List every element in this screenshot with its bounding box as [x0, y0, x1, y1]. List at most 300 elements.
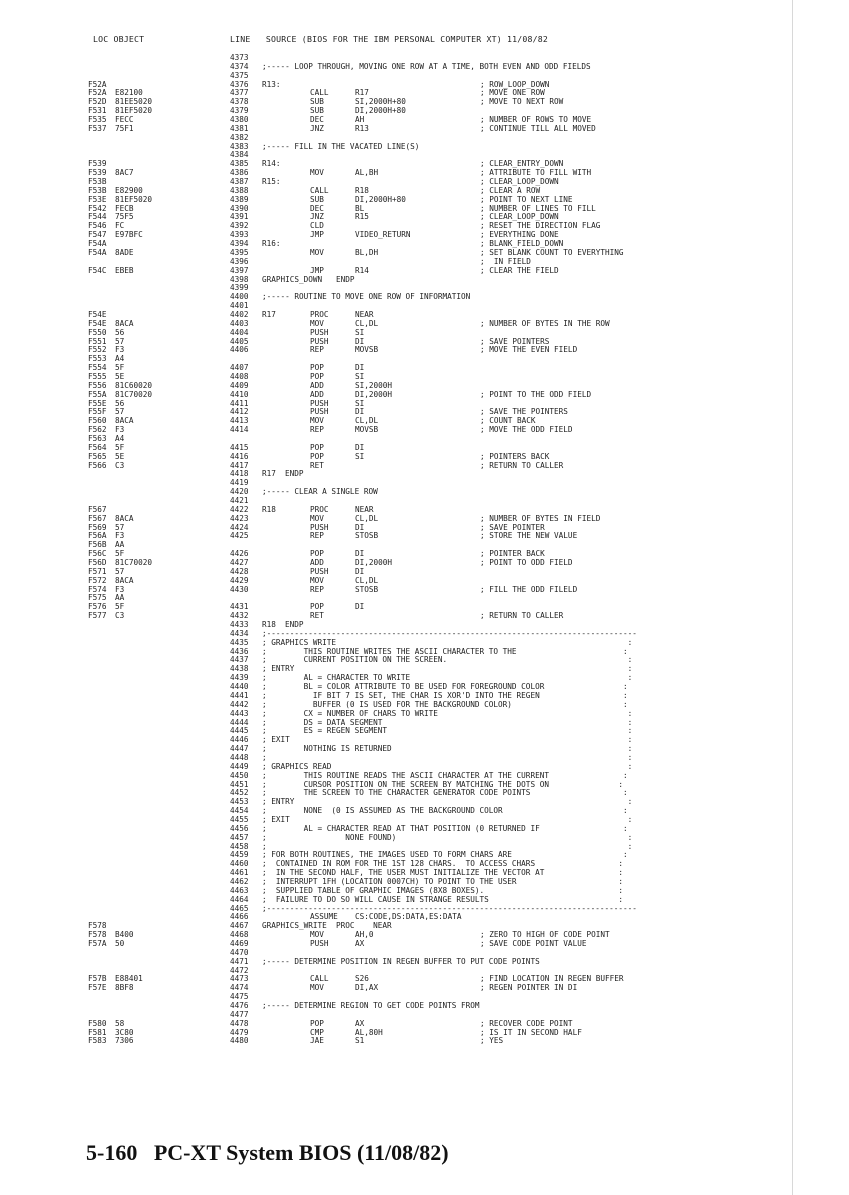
source-text: ; BUFFER (0 IS USED FOR THE BACKGROUND COLOR) :	[262, 699, 628, 709]
source-text: ; NOTHING IS RETURNED :	[262, 744, 633, 754]
listing-line	[0, 71, 849, 80]
opcode: PUSH	[310, 407, 329, 417]
operand: MOVSB	[355, 345, 379, 355]
line-number: 4398	[230, 274, 249, 284]
comment: ; RECOVER CODE POINT	[480, 1018, 573, 1028]
loc-address: F571	[88, 566, 107, 576]
listing-line	[0, 753, 849, 762]
line-number: 4452	[230, 788, 249, 798]
object-code: 57	[115, 566, 125, 576]
line-number: 4472	[230, 965, 249, 975]
listing-line	[0, 177, 849, 186]
line-number: 4381	[230, 123, 249, 133]
listing-line	[0, 540, 849, 549]
comment: ; RETURN TO CALLER	[480, 611, 564, 621]
loc-address: F55F	[88, 407, 107, 417]
line-number: 4376	[230, 79, 249, 89]
object-code: 75F1	[115, 123, 134, 133]
listing-line	[0, 921, 849, 930]
listing-line	[0, 275, 849, 284]
loc-address: F544	[88, 212, 107, 222]
listing-line	[0, 558, 849, 567]
line-number: 4403	[230, 318, 249, 328]
loc-address: F553	[88, 354, 107, 364]
page-footer	[86, 1140, 449, 1166]
source-text: ;----- CLEAR A SINGLE ROW	[262, 487, 378, 497]
line-number: 4392	[230, 221, 249, 231]
comment: ; POINTERS BACK	[480, 451, 550, 461]
listing-line	[0, 1036, 849, 1045]
line-number: 4377	[230, 88, 249, 98]
object-code: 5F	[115, 549, 125, 559]
loc-address: F567	[88, 513, 107, 523]
object-code: 7306	[115, 1036, 134, 1046]
object-code: 81EF5020	[115, 194, 153, 204]
line-number: 4426	[230, 549, 249, 559]
line-number: 4379	[230, 106, 249, 116]
object-code: C3	[115, 460, 125, 470]
operand: NEAR	[355, 309, 374, 319]
line-number: 4463	[230, 885, 249, 895]
listing-line	[0, 682, 849, 691]
listing-line	[0, 195, 849, 204]
comment: ; YES	[480, 1036, 504, 1046]
object-code: 5E	[115, 451, 125, 461]
operand: DI,AX	[355, 983, 379, 993]
listing-line	[0, 106, 849, 115]
listing-line	[0, 168, 849, 177]
opcode: PUSH	[310, 522, 329, 532]
label: R18	[262, 620, 276, 630]
object-code: 81C70020	[115, 558, 153, 568]
source-text: ; GRAPHICS WRITE :	[262, 637, 633, 647]
opcode: POP	[310, 442, 324, 452]
comment: ; NUMBER OF BYTES IN THE ROW	[480, 318, 610, 328]
loc-address: F552	[88, 345, 107, 355]
opcode: MOV	[310, 930, 324, 940]
comment: ; CLEAR_LOOP_DOWN	[480, 212, 559, 222]
operand: R14	[355, 265, 369, 275]
line-number: 4480	[230, 1036, 249, 1046]
source-text: ; FOR BOTH ROUTINES, THE IMAGES USED TO FORM CHARS ARE :	[262, 850, 628, 860]
loc-address: F556	[88, 380, 107, 390]
object-code: A4	[115, 433, 125, 443]
operand: CL,DL	[355, 416, 379, 426]
comment: ; MOVE THE ODD FIELD	[480, 425, 573, 435]
line-number: 4397	[230, 265, 249, 275]
opcode: MOV	[310, 247, 324, 257]
loc-address: F57E	[88, 983, 107, 993]
source-text: ; BL = COLOR ATTRIBUTE TO BE USED FOR FOREGROUND COLOR :	[262, 682, 628, 692]
listing-line	[0, 797, 849, 806]
listing-line	[0, 602, 849, 611]
operand: SI	[355, 371, 365, 381]
listing-line	[0, 691, 849, 700]
operand: CL,DL	[355, 318, 379, 328]
line-number: 4436	[230, 646, 249, 656]
loc-address: F566	[88, 460, 107, 470]
line-number: 4420	[230, 487, 249, 497]
loc-address: F563	[88, 433, 107, 443]
listing-line	[0, 655, 849, 664]
object-code: 8ACA	[115, 416, 134, 426]
operand: S1	[355, 1036, 365, 1046]
operand: NEAR	[355, 504, 374, 514]
listing-line	[0, 53, 849, 62]
line-number: 4434	[230, 628, 249, 638]
line-number: 4444	[230, 717, 249, 727]
listing-line	[0, 416, 849, 425]
listing-line	[0, 815, 849, 824]
comment: ; MOVE THE EVEN FIELD	[480, 345, 578, 355]
listing-line	[0, 469, 849, 478]
opcode: CMP	[310, 1027, 324, 1037]
source-text: ; NONE FOUND) :	[262, 832, 633, 842]
listing-line	[0, 912, 849, 921]
operand: DI	[355, 566, 365, 576]
line-number: 4450	[230, 770, 249, 780]
object-code: A4	[115, 354, 125, 364]
line-number: 4479	[230, 1027, 249, 1037]
listing-line	[0, 593, 849, 602]
opcode: JMP	[310, 265, 324, 275]
source-text: ; THIS ROUTINE WRITES THE ASCII CHARACTER TO THE :	[262, 646, 628, 656]
listing-line	[0, 62, 849, 71]
operand: AL,BH	[355, 168, 379, 178]
endp-directive: ENDP	[285, 469, 304, 479]
listing-line	[0, 735, 849, 744]
loc-address: F577	[88, 611, 107, 621]
opcode: DEC	[310, 115, 324, 125]
comment: ; ZERO TO HIGH OF CODE POINT	[480, 930, 610, 940]
listing-line	[0, 239, 849, 248]
operand: R15	[355, 212, 369, 222]
listing-line	[0, 363, 849, 372]
listing-line	[0, 452, 849, 461]
object-code: 3C80	[115, 1027, 134, 1037]
listing-line	[0, 576, 849, 585]
operand: STOSB	[355, 584, 379, 594]
line-number: 4384	[230, 150, 249, 160]
listing-line	[0, 514, 849, 523]
comment: ; COUNT BACK	[480, 416, 536, 426]
listing-line	[0, 700, 849, 709]
line-number: 4474	[230, 983, 249, 993]
loc-address: F574	[88, 584, 107, 594]
listing-line	[0, 531, 849, 540]
source-text: ; THE SCREEN TO THE CHARACTER GENERATOR CODE POINTS :	[262, 788, 628, 798]
line-number: 4386	[230, 168, 249, 178]
line-number: 4406	[230, 345, 249, 355]
line-number: 4468	[230, 930, 249, 940]
source-text: ; ES = REGEN SEGMENT :	[262, 726, 633, 736]
line-number: 4388	[230, 185, 249, 195]
page-number: 5-160	[86, 1140, 138, 1165]
line-number: 4439	[230, 673, 249, 683]
object-code: F3	[115, 531, 125, 541]
source-text: ; :	[262, 841, 633, 851]
line-number: 4433	[230, 620, 249, 630]
object-code: 5F	[115, 363, 125, 373]
source-text: ; :	[262, 752, 633, 762]
object-code: 56	[115, 398, 125, 408]
listing-line	[0, 992, 849, 1001]
comment: ; POINT TO NEXT LINE	[480, 194, 573, 204]
operand: DI	[355, 363, 365, 373]
listing-line	[0, 345, 849, 354]
comment: ; IS IT IN SECOND HALF	[480, 1027, 582, 1037]
line-number: 4401	[230, 301, 249, 311]
listing-line	[0, 230, 849, 239]
line-number: 4478	[230, 1018, 249, 1028]
object-code: 5F	[115, 442, 125, 452]
line-number: 4378	[230, 97, 249, 107]
opcode: CALL	[310, 974, 329, 984]
listing-line	[0, 283, 849, 292]
line-number: 4395	[230, 247, 249, 257]
comment: ; FILL THE ODD FILELD	[480, 584, 578, 594]
listing-line	[0, 824, 849, 833]
loc-address: F542	[88, 203, 107, 213]
line-number: 4469	[230, 939, 249, 948]
object-code: 75F5	[115, 212, 134, 222]
line-number: 4451	[230, 779, 249, 789]
listing-line	[0, 788, 849, 797]
line-number: 4467	[230, 921, 249, 931]
line-number: 4375	[230, 70, 249, 80]
listing-line	[0, 248, 849, 257]
line-number: 4396	[230, 256, 249, 266]
operand: AX	[355, 1018, 365, 1028]
object-code: EBEB	[115, 265, 134, 275]
source-text: ;----- LOOP THROUGH, MOVING ONE ROW AT A TIME, BOTH EVEN AND ODD FIELDS	[262, 61, 591, 71]
opcode: JNZ	[310, 123, 324, 133]
endp-directive: ENDP	[285, 620, 304, 630]
listing-line	[0, 939, 849, 948]
line-number: 4453	[230, 797, 249, 807]
listing-line	[0, 868, 849, 877]
listing-line	[0, 850, 849, 859]
operand: R18	[355, 185, 369, 195]
loc-address: F531	[88, 106, 107, 116]
listing-line	[0, 310, 849, 319]
opcode: CALL	[310, 88, 329, 98]
loc-address: F56C	[88, 549, 107, 559]
listing-line	[0, 948, 849, 957]
operand: AH	[355, 115, 365, 125]
comment: ; NUMBER OF ROWS TO MOVE	[480, 115, 592, 125]
listing-line	[0, 833, 849, 842]
label: R14:	[262, 159, 281, 169]
line-number: 4391	[230, 212, 249, 222]
opcode: PUSH	[310, 336, 329, 346]
line-number: 4445	[230, 726, 249, 736]
label: R13:	[262, 79, 281, 89]
listing-line	[0, 337, 849, 346]
listing-line	[0, 97, 849, 106]
loc-address: F56A	[88, 531, 107, 541]
listing-line	[0, 159, 849, 168]
listing-line	[0, 354, 849, 363]
operand: STOSB	[355, 531, 379, 541]
label: R17	[262, 309, 276, 319]
listing-line	[0, 664, 849, 673]
loc-address: F54A	[88, 247, 107, 257]
listing-line	[0, 399, 849, 408]
operand: DI	[355, 442, 365, 452]
loc-address: F576	[88, 602, 107, 612]
opcode: REP	[310, 584, 324, 594]
object-code: 81C70020	[115, 389, 153, 399]
loc-address: F52A	[88, 88, 107, 98]
source-text: ; FAILURE TO DO SO WILL CAUSE IN STRANGE RESULTS :	[262, 894, 624, 904]
line-number: 4430	[230, 584, 249, 594]
loc-address: F560	[88, 416, 107, 426]
listing-line	[0, 930, 849, 939]
line-number: 4422	[230, 504, 249, 514]
comment: ; CLEAR THE FIELD	[480, 265, 559, 275]
listing-line	[0, 319, 849, 328]
object-code: FC	[115, 221, 125, 231]
object-code: 5F	[115, 602, 125, 612]
comment: ; CLEAR_LOOP_DOWN	[480, 177, 559, 187]
line-number: 4410	[230, 389, 249, 399]
opcode: CLD	[310, 221, 324, 231]
listing-line	[0, 425, 849, 434]
operand: R17	[355, 88, 369, 98]
comment: ; MOVE ONE ROW	[480, 88, 545, 98]
operand: DI	[355, 522, 365, 532]
object-code: 57	[115, 522, 125, 532]
opcode: POP	[310, 1018, 324, 1028]
loc-address: F55A	[88, 389, 107, 399]
line-number: 4417	[230, 460, 249, 470]
loc-address: F583	[88, 1036, 107, 1046]
listing-line	[0, 88, 849, 97]
source-text: ;----- FILL IN THE VACATED LINE(S)	[262, 141, 420, 151]
loc-address: F54A	[88, 239, 107, 249]
loc-address: F52A	[88, 79, 107, 89]
line-number: 4421	[230, 496, 249, 505]
line-number: 4465	[230, 903, 249, 913]
opcode: REP	[310, 425, 324, 435]
listing-line	[0, 842, 849, 851]
object-code: C3	[115, 611, 125, 621]
object-code: AA	[115, 593, 125, 603]
source-text: GRAPHICS_DOWN ENDP	[262, 274, 355, 284]
opcode: MOV	[310, 168, 324, 178]
opcode: PUSH	[310, 939, 329, 948]
loc-address: F567	[88, 504, 107, 514]
opcode: SUB	[310, 106, 324, 116]
loc-address: F554	[88, 363, 107, 373]
line-number: 4432	[230, 611, 249, 621]
operand: R13	[355, 123, 369, 133]
operand: AH,0	[355, 930, 374, 940]
opcode: POP	[310, 549, 324, 559]
opcode: PUSH	[310, 566, 329, 576]
line-number: 4413	[230, 416, 249, 426]
line-number: 4448	[230, 752, 249, 762]
listing-line	[0, 620, 849, 629]
label: R18	[262, 504, 276, 514]
listing-line	[0, 478, 849, 487]
loc-address: F562	[88, 425, 107, 435]
listing-line	[0, 443, 849, 452]
loc-address: F53B	[88, 177, 107, 187]
operand: SI,2000H+80	[355, 97, 406, 107]
loc-address: F53E	[88, 194, 107, 204]
line-number: 4400	[230, 292, 249, 302]
operand: SI	[355, 398, 365, 408]
loc-address: F56D	[88, 558, 107, 568]
line-number: 4380	[230, 115, 249, 125]
comment: ; FIND LOCATION IN REGEN BUFFER	[480, 974, 624, 984]
listing-line	[0, 390, 849, 399]
opcode: POP	[310, 371, 324, 381]
listing-line	[0, 1010, 849, 1019]
object-code: 5E	[115, 371, 125, 381]
object-code: 8ADE	[115, 247, 134, 257]
operand: DI	[355, 407, 365, 417]
opcode: PROC	[310, 309, 329, 319]
listing-line	[0, 762, 849, 771]
opcode: ADD	[310, 380, 324, 390]
operand: CL,DL	[355, 575, 379, 585]
line-number: 4408	[230, 371, 249, 381]
listing-line	[0, 115, 849, 124]
opcode: RET	[310, 611, 324, 621]
line-number: 4409	[230, 380, 249, 390]
line-number: 4389	[230, 194, 249, 204]
listing-line	[0, 611, 849, 620]
listing-line	[0, 266, 849, 275]
line-number: 4441	[230, 690, 249, 700]
line-number: 4447	[230, 744, 249, 754]
comment: ; MOVE TO NEXT ROW	[480, 97, 564, 107]
loc-address: F575	[88, 593, 107, 603]
line-number: 4418	[230, 469, 249, 479]
listing-line	[0, 771, 849, 780]
source-text: ; IF BIT 7 IS SET, THE CHAR IS XOR'D INTO THE REGEN :	[262, 690, 628, 700]
object-code: E82100	[115, 88, 143, 98]
comment: ; SAVE POINTERS	[480, 336, 550, 346]
line-number: 4411	[230, 398, 249, 408]
line-number: 4373	[230, 53, 249, 62]
loc-address: F578	[88, 930, 107, 940]
listing-line	[0, 709, 849, 718]
loc-address: F537	[88, 123, 107, 133]
comment: ; BLANK_FIELD_DOWN	[480, 239, 564, 249]
loc-address: F539	[88, 159, 107, 169]
operand: VIDEO_RETURN	[355, 230, 411, 240]
listing-line	[0, 487, 849, 496]
object-code: AA	[115, 540, 125, 550]
opcode: PROC	[310, 504, 329, 514]
line-number: 4464	[230, 894, 249, 904]
line-number: 4385	[230, 159, 249, 169]
listing-line	[0, 744, 849, 753]
listing-line	[0, 221, 849, 230]
listing-line	[0, 133, 849, 142]
operand: BL	[355, 203, 365, 213]
opcode: SUB	[310, 97, 324, 107]
source-text: ;----- DETERMINE POSITION IN REGEN BUFFER TO PUT CODE POINTS	[262, 956, 540, 966]
source-text: ; EXIT :	[262, 814, 633, 824]
operand: S26	[355, 974, 369, 984]
label: R16:	[262, 239, 281, 249]
comment: ; RESET THE DIRECTION FLAG	[480, 221, 601, 231]
